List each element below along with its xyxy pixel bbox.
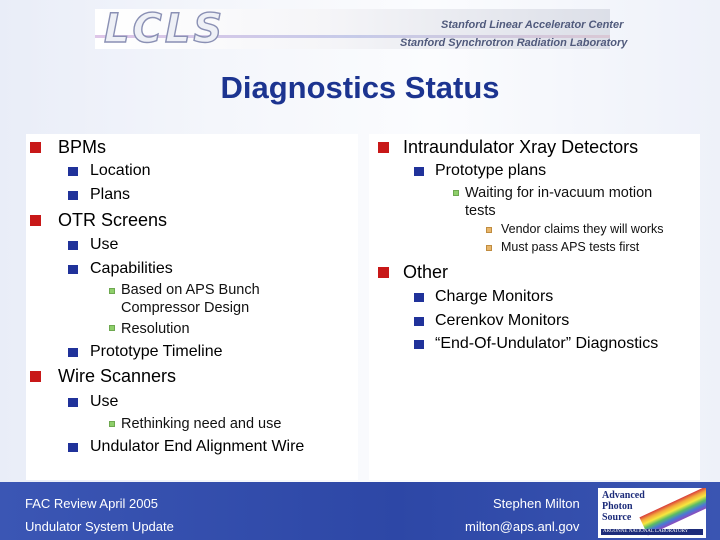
bullet-level3	[453, 190, 459, 196]
lab-name-2: Stanford Synchrotron Radiation Laboratory	[400, 37, 628, 49]
lab-name-1: Stanford Linear Accelerator Center	[441, 19, 624, 31]
bullet-level2	[414, 340, 424, 349]
footer-email[interactable]: milton@aps.anl.gov	[465, 519, 580, 534]
right-panel	[369, 134, 700, 480]
ixd-vendor: Vendor claims they will works	[501, 222, 664, 236]
bullet-level4	[486, 227, 492, 233]
bullet-level2	[68, 191, 78, 200]
bullet-level1	[30, 215, 41, 226]
bullet-level2	[68, 167, 78, 176]
ixd-heading: Intraundulator Xray Detectors	[403, 137, 639, 157]
footer-event: FAC Review April 2005	[25, 496, 158, 511]
other-heading: Other	[403, 262, 449, 282]
ixd-aps-tests: Must pass APS tests first	[501, 240, 640, 254]
bpms-location: Location	[90, 162, 151, 179]
bullet-level3	[109, 421, 115, 427]
aps-logo-sub: ARGONNE NATIONAL LABORATORY	[601, 529, 703, 535]
bullet-level2	[414, 293, 424, 302]
otr-cap-aps-line1: Based on APS Bunch	[121, 282, 260, 298]
footer-topic: Undulator System Update	[25, 519, 174, 534]
bpms-plans: Plans	[90, 186, 131, 203]
bullet-level2	[68, 348, 78, 357]
bullet-level1	[30, 142, 41, 153]
bullet-level2	[68, 265, 78, 274]
slide-title: Diagnostics Status	[220, 70, 500, 105]
wire-alignment: Undulator End Alignment Wire	[90, 438, 305, 455]
aps-logo-line2: Photon	[602, 501, 633, 512]
otr-prototype-timeline: Prototype Timeline	[90, 343, 223, 360]
bullet-level2	[68, 443, 78, 452]
otr-cap-aps-line2: Compressor Design	[121, 300, 250, 316]
bullet-level2	[68, 398, 78, 407]
ixd-prototype: Prototype plans	[435, 162, 547, 179]
aps-logo-line3: Source	[602, 512, 632, 523]
left-panel	[26, 134, 358, 480]
bullet-level3	[109, 288, 115, 294]
otr-use: Use	[90, 236, 119, 253]
otr-capabilities: Capabilities	[90, 260, 173, 277]
otr-cap-resolution: Resolution	[121, 321, 190, 337]
ixd-waiting-line2: tests	[465, 203, 496, 219]
ixd-waiting-line1: Waiting for in-vacuum motion	[465, 185, 653, 201]
wire-use-sub: Rethinking need and use	[121, 416, 282, 432]
wire-heading: Wire Scanners	[58, 366, 177, 386]
footer-author: Stephen Milton	[493, 496, 580, 511]
aps-logo	[598, 488, 706, 538]
bullet-level1	[378, 267, 389, 278]
aps-logo-line1: Advanced	[602, 490, 645, 501]
wire-use: Use	[90, 393, 119, 410]
bpms-heading: BPMs	[58, 137, 107, 157]
other-charge-monitors: Charge Monitors	[435, 288, 554, 305]
bullet-level3	[109, 325, 115, 331]
bullet-level4	[486, 245, 492, 251]
bullet-level1	[30, 371, 41, 382]
header	[0, 0, 720, 58]
otr-heading: OTR Screens	[58, 210, 168, 230]
bullet-level1	[378, 142, 389, 153]
bullet-level2	[68, 241, 78, 250]
other-cerenkov-monitors: Cerenkov Monitors	[435, 312, 570, 329]
other-end-of-undulator: “End-Of-Undulator” Diagnostics	[435, 335, 659, 352]
bullet-level2	[414, 317, 424, 326]
bullet-level2	[414, 167, 424, 176]
lcls-logo: LCLS	[104, 6, 226, 52]
